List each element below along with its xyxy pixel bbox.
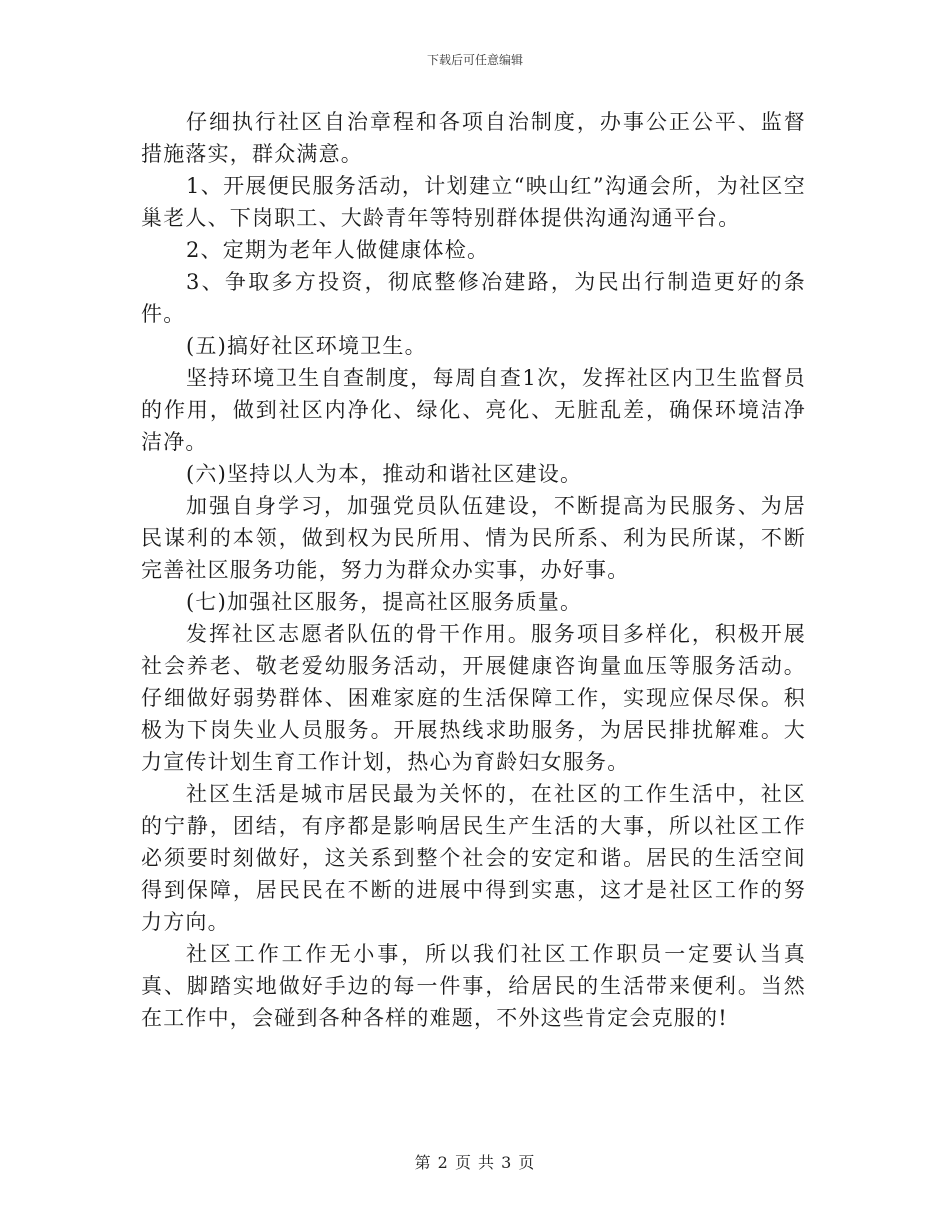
- paragraph: 社区工作工作无小事，所以我们社区工作职员一定要认当真真、脚踏实地做好手边的每一件事，给居民的生活带来便利。当然在工作中，会碰到各种各样的难题，不外这些肯定会克服的!: [141, 942, 806, 1030]
- paragraph: 社区生活是城市居民最为关怀的，在社区的工作生活中，社区的宁静，团结，有序都是影响居民生产生活的大事，所以社区工作必须要时刻做好，这关系到整个社会的安定和谐。居民的生活空间得到保障，居民民在不断的进展中得到实惠，这才是社区工作的努力方向。: [141, 782, 806, 934]
- paragraph: 仔细执行社区自治章程和各项自治制度，办事公正公平、监督措施落实，群众满意。: [141, 110, 806, 166]
- section-heading: (五)搞好社区环境卫生。: [186, 334, 427, 358]
- page-header: 下载后可任意编辑: [426, 53, 523, 67]
- paragraph: 加强自身学习，加强党员队伍建设，不断提高为民服务、为居民谋利的本领，做到权为民所用、情为民所系、利为民所谋，不断完善社区服务功能，努力为群众办实事，办好事。: [141, 494, 806, 582]
- paragraph: 1、开展便民服务活动，计划建立“映山红”沟通会所，为社区空巢老人、下岗职工、大龄青年等特别群体提供沟通沟通平台。: [141, 174, 806, 230]
- paragraph: 3、争取多方投资，彻底整修冶建路，为民出行制造更好的条件。: [141, 270, 806, 326]
- section-heading: (七)加强社区服务，提高社区服务质量。: [186, 590, 583, 614]
- page-number-footer: 第 2 页 共 3 页: [414, 1153, 536, 1172]
- section-heading: (六)坚持以人为本，推动和谐社区建设。: [186, 462, 583, 486]
- paragraph: 坚持环境卫生自查制度，每周自查1次，发挥社区内卫生监督员的作用，做到社区内净化、绿化、亮化、无脏乱差，确保环境洁净洁净。: [141, 366, 806, 454]
- paragraph: 发挥社区志愿者队伍的骨干作用。服务项目多样化，积极开展社会养老、敬老爱幼服务活动，开展健康咨询量血压等服务活动。仔细做好弱势群体、困难家庭的生活保障工作，实现应保尽保。积极为下岗失业人员服务。开展热线求助服务，为居民排扰解难。大力宣传计划生育工作计划，热心为育龄妇女服务。: [141, 622, 806, 774]
- document-body: [141, 106, 806, 1034]
- paragraph: 2、定期为老年人做健康体检。: [186, 238, 490, 262]
